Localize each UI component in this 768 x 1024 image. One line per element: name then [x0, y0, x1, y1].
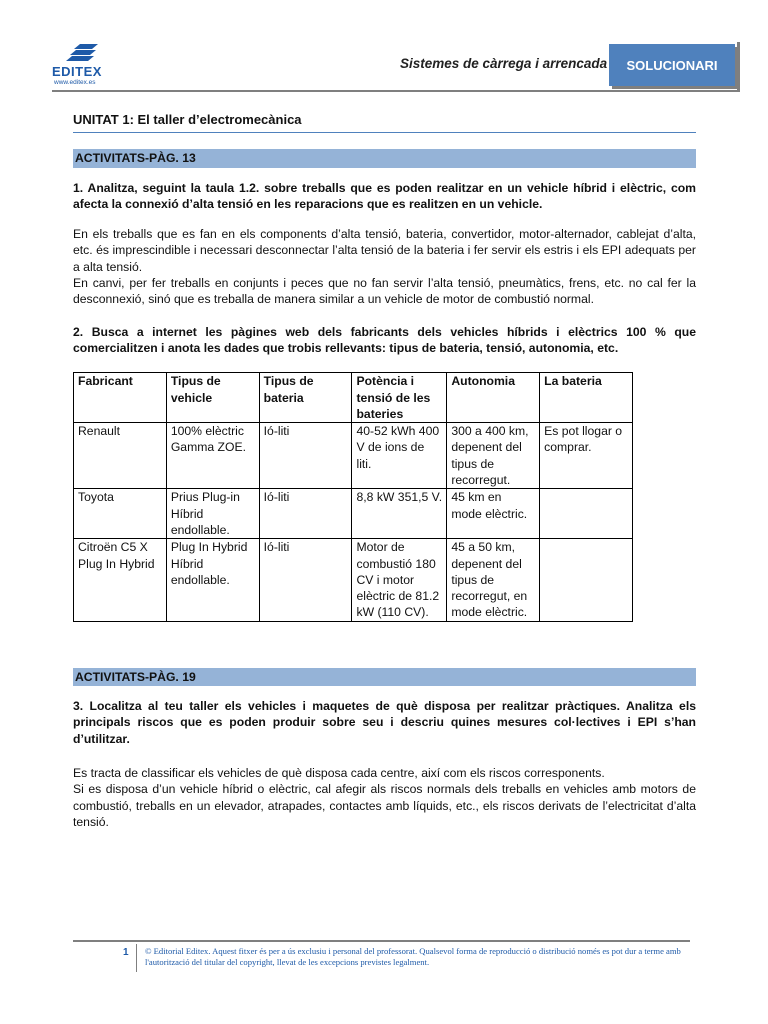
- table-cell: Plug In Hybrid Híbrid endollable.: [166, 539, 259, 621]
- header-cell: Potència i tensió de les bateries: [352, 373, 447, 423]
- table-cell: 45 a 50 km, depenent del tipus de recorregut, en mode elèctric.: [447, 539, 540, 621]
- table-cell: Ió-liti: [259, 423, 352, 489]
- unit-title: UNITAT 1: El taller d’electromecànica: [73, 112, 696, 133]
- table-cell: Ió-liti: [259, 489, 352, 539]
- table-cell: 8,8 kW 351,5 V.: [352, 489, 447, 539]
- table-cell: Prius Plug-in Híbrid endollable.: [166, 489, 259, 539]
- table-cell: Es pot llogar o comprar.: [540, 423, 633, 489]
- table-row: [74, 423, 633, 489]
- table-row: [74, 539, 633, 621]
- question-1: 1. Analitza, seguint la taula 1.2. sobre treballs que es poden realitzar en un vehicle híbrid i elèctric, com afecta la connexió d’alta tensió en les reparacions que es realitzen en un vehicle.: [73, 180, 696, 211]
- table-cell: Motor de combustió 180 CV i motor elèctric de 81.2 kW (110 CV).: [352, 539, 447, 621]
- question-3: 3. Localitza al teu taller els vehicles i maquetes de què disposa per realitzar pràctiques. Analitza els principals riscos que es poden produir sobre seu i descriu quines mesures col·lectives i EPI s’han d’utilitzar.: [73, 699, 696, 746]
- table-cell: 100% elèctric Gamma ZOE.: [166, 423, 259, 489]
- table-cell: Renault: [74, 423, 167, 489]
- table-cell: Toyota: [74, 489, 167, 539]
- table-header-row: [74, 373, 633, 423]
- solucionari-badge: SOLUCIONARI: [609, 44, 735, 86]
- table-cell: [540, 489, 633, 539]
- vehicles-table: [73, 372, 633, 621]
- section-band-pag19: ACTIVITATS-PÀG. 19: [73, 668, 696, 686]
- table-cell: 45 km en mode elèctric.: [447, 489, 540, 539]
- copyright-notice: © Editorial Editex. Aquest fitxer és per a ús exclusiu i personal del professorat. Qualsevol forma de reproducció o distribució només es pot dur a terme amb l'autorització del titular del copyright, llevat de les excepcions previstes legalment.: [145, 946, 681, 967]
- logo-name: EDITEX: [52, 64, 102, 79]
- answer-1-paragraph-2: En canvi, per fer treballs en conjunts i peces que no fan servir l’alta tensió, pneumàtics, frens, etc. no cal fer la desconnexió, sinó que es treballa de manera similar a un vehicle de motor de combustió normal.: [73, 276, 696, 307]
- page-content: [73, 112, 696, 830]
- header-cell: Tipus de vehicle: [166, 373, 259, 423]
- answer-1-paragraph-1: En els treballs que es fan en els components d’alta tensió, bateria, convertidor, motor-alternador, cablejat d’alta, etc. és imprescindible i necessari desconnectar l’alta tensió de la bateria i fer servir els estris i els EPI adequats per a alta tensió.: [73, 227, 696, 274]
- document-title: Sistemes de càrrega i arrencada: [400, 56, 608, 71]
- header-vertical-divider: [737, 42, 740, 92]
- table-cell: [540, 539, 633, 621]
- answer-3-paragraph-1: Es tracta de classificar els vehicles de què disposa cada centre, així com els riscos corresponents.: [73, 765, 605, 780]
- table-cell: 40-52 kWh 400 V de ions de liti.: [352, 423, 447, 489]
- page-number: 1: [123, 947, 129, 958]
- page-header: [40, 42, 740, 98]
- footer-vertical-divider: [136, 944, 137, 972]
- header-cell: La bateria: [540, 373, 633, 423]
- logo-url: www.editex.es: [54, 79, 96, 86]
- footer-divider: [73, 940, 690, 942]
- header-cell: Tipus de bateria: [259, 373, 352, 423]
- table-cell: Ió-liti: [259, 539, 352, 621]
- section-band-pag13: ACTIVITATS-PÀG. 13: [73, 149, 696, 167]
- header-cell: Fabricant: [74, 373, 167, 423]
- header-divider: [52, 90, 737, 92]
- table-row: [74, 489, 633, 539]
- answer-3-paragraph-2: Si es disposa d’un vehicle híbrid o elèctric, cal afegir als riscos normals dels treballs en vehicles amb motors de combustió, treballs en un elevador, atrapades, contactes amb líquids, etc., els riscos derivats de l’electricitat d’alta tensió.: [73, 782, 696, 829]
- table-cell: 300 a 400 km, depenent del tipus de recorregut.: [447, 423, 540, 489]
- table-cell: Citroën C5 X Plug In Hybrid: [74, 539, 167, 621]
- question-2: 2. Busca a internet les pàgines web dels fabricants dels vehicles híbrids i elèctrics 100 % que comercialitzen i anota les dades que trobis rellevants: tipus de bateria, tensió, autonomia, etc.: [73, 324, 696, 355]
- header-cell: Autonomia: [447, 373, 540, 423]
